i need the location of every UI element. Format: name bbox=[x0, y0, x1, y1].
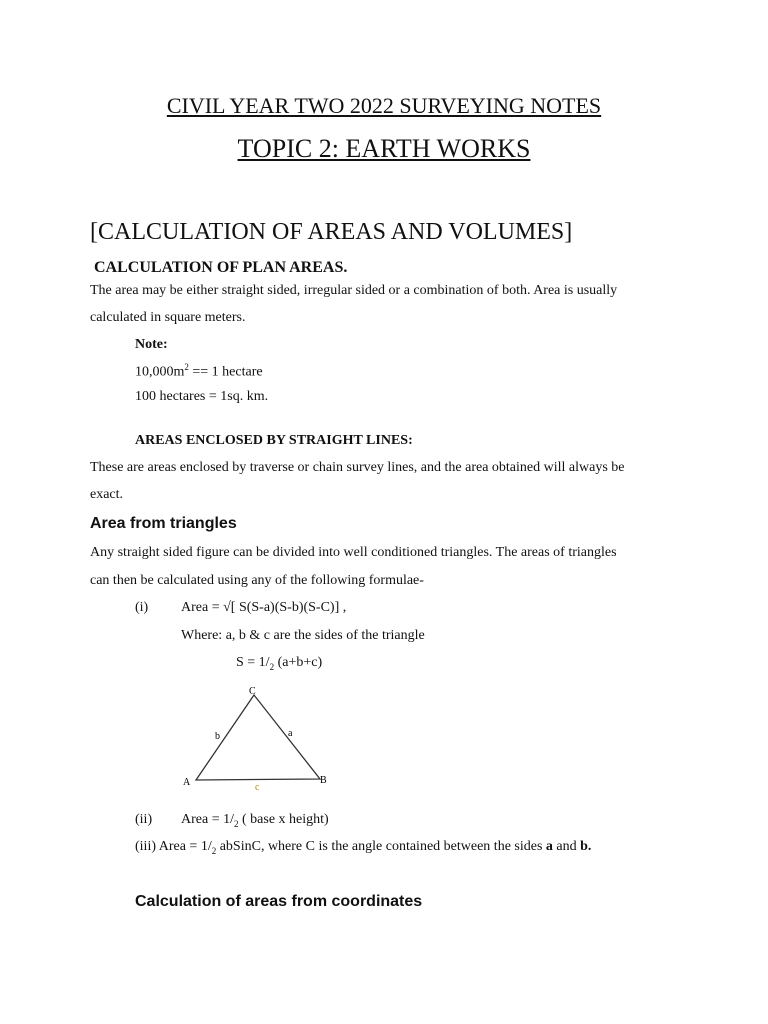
straight-lines-para-line1: These are areas enclosed by traverse or chain survey lines, and the area obtained will always be bbox=[90, 460, 625, 475]
plan-areas-heading: CALCULATION OF PLAN AREAS. bbox=[94, 259, 348, 276]
coordinates-heading: Calculation of areas from coordinates bbox=[135, 893, 423, 910]
formula-1-where: Where: a, b & c are the sides of the triangle bbox=[181, 628, 425, 643]
triangles-para-line2: can then be calculated using any of the following formulae- bbox=[90, 573, 424, 588]
plan-areas-para-line2: calculated in square meters. bbox=[90, 310, 246, 325]
note-line-2: 100 hectares = 1sq. km. bbox=[135, 389, 269, 404]
document-title: CIVIL YEAR TWO 2022 SURVEYING NOTES bbox=[166, 93, 602, 118]
triangles-para-line1: Any straight sided figure can be divided into well conditioned triangles. The areas of triangles bbox=[90, 545, 617, 560]
triangles-heading: Area from triangles bbox=[90, 515, 237, 532]
vertex-c-label: C bbox=[249, 686, 256, 697]
side-c-label: c bbox=[255, 782, 260, 793]
straight-lines-heading: AREAS ENCLOSED BY STRAIGHT LINES: bbox=[135, 433, 413, 448]
formula-2-number: (ii) bbox=[135, 812, 153, 827]
triangle-diagram bbox=[178, 683, 338, 793]
vertex-b-label: B bbox=[320, 775, 327, 786]
side-b-label: b bbox=[215, 731, 220, 742]
formula-2: Area = $1/_2$ ( base x height) bbox=[181, 812, 329, 829]
note-label: Note: bbox=[135, 337, 168, 352]
straight-lines-para-line2: exact. bbox=[90, 487, 124, 502]
plan-areas-para-line1: The area may be either straight sided, irregular sided or a combination of both. Area is usually bbox=[90, 283, 618, 298]
note-line-1: $10,000m^2 == 1$ hectare bbox=[135, 362, 263, 380]
topic-heading: TOPIC 2: EARTH WORKS bbox=[237, 134, 531, 163]
side-a-label: a bbox=[288, 728, 293, 739]
formula-1-number: (i) bbox=[135, 600, 149, 615]
formula-1-s: $S = 1/_2$ (a+b+c) bbox=[236, 655, 323, 672]
vertex-a-label: A bbox=[183, 777, 191, 788]
formula-3: (iii) Area = $1/_2$ abSinC, where C is the angle contained between the sides a and b. bbox=[135, 839, 592, 856]
formula-1: Area = √[ S(S-a)(S-b)(S-C)] , bbox=[181, 600, 347, 615]
main-heading: [CALCULATION OF AREAS AND VOLUMES] bbox=[90, 219, 573, 245]
